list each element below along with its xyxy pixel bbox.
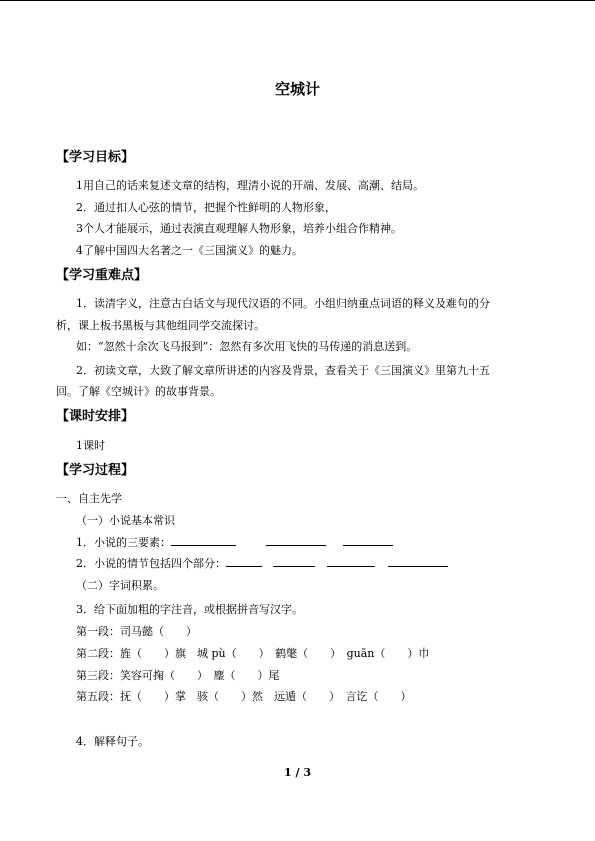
paragraph-2-exercise: 第二段：旌（ ）旗 城 pù（ ） 鹤氅（ ） guān（ ）巾 (76, 647, 430, 660)
subpart-novel-basics: （一）小说基本常识 (76, 514, 175, 527)
key-point-1-line1: 1．读清字义，注意古白话文与现代汉语的不同。小组归纳重点词语的释义及难句的分 (76, 297, 490, 310)
top-rule (0, 0, 595, 1)
schedule-text: 1课时 (76, 439, 105, 452)
key-point-2-line1: 2．初读文章，大致了解文章所讲述的内容及背景，查看关于《三国演义》里第九十五 (76, 364, 490, 377)
section-heading-objectives: 【学习目标】 (56, 150, 135, 165)
section-heading-schedule: 【课时安排】 (56, 409, 135, 424)
question-2-text: 2．小说的情节包括四个部分： (76, 557, 226, 570)
objective-2: 2．通过扣人心弦的情节，把握个性鲜明的人物形象， (76, 201, 336, 214)
question-4-text: 4．解释句子。 (76, 735, 149, 748)
answer-blank[interactable] (388, 556, 448, 567)
objective-3: 3个人才能展示，通过表演直观理解人物形象，培养小组合作精神。 (76, 222, 402, 235)
part-self-study: 一、自主先学 (56, 492, 122, 505)
page-title: 空城计 (274, 80, 320, 98)
question-1-text: 1．小说的三要素： (76, 536, 171, 549)
objective-1: 1用自己的话来复述文章的结构，理清小说的开端、发展、高潮、结局。 (76, 179, 424, 192)
answer-blank[interactable] (266, 535, 326, 546)
answer-blank[interactable] (226, 556, 262, 567)
answer-blank[interactable] (273, 556, 315, 567)
answer-blank[interactable] (171, 535, 236, 546)
paragraph-5-exercise: 第五段：抚（ ）掌 骇（ ）然 远遁（ ） 言讫（ ） (76, 690, 412, 703)
key-point-2-line2: 回。了解《空城计》的故事背景。 (56, 385, 221, 398)
page-number: 1 / 3 (284, 766, 311, 779)
paragraph-3-exercise: 第三段：笑容可掬（ ） 麈（ ）尾 (76, 669, 280, 682)
question-2-row (76, 555, 448, 571)
question-3-text: 3．给下面加粗的字注音，或根据拼音写汉字。 (76, 603, 303, 616)
question-1-row (76, 534, 393, 550)
subpart-vocabulary: （二）字词积累。 (76, 579, 164, 592)
section-heading-key-points: 【学习重难点】 (56, 268, 148, 283)
paragraph-1-exercise: 第一段：司马懿（ ） (76, 625, 197, 638)
key-point-1-line2: 析，课上板书黑板与其他组同学交流探讨。 (56, 319, 265, 332)
answer-blank[interactable] (343, 535, 393, 546)
objective-4: 4了解中国四大名著之一《三国演义》的魅力。 (76, 244, 303, 257)
answer-blank[interactable] (327, 556, 375, 567)
section-heading-process: 【学习过程】 (56, 463, 135, 478)
key-point-example: 如：“忽然十余次飞马报到”：忽然有多次用飞快的马传递的消息送到。 (76, 340, 418, 353)
